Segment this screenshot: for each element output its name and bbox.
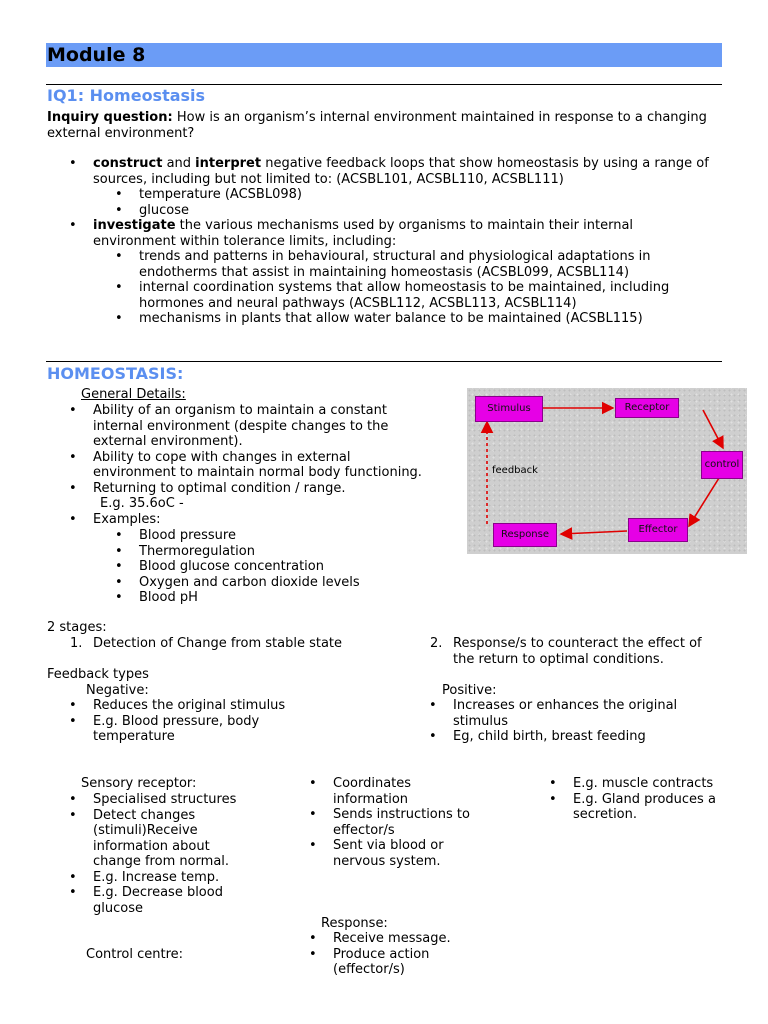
- outcome-verb: interpret: [195, 156, 262, 171]
- module-title-bar: [46, 43, 722, 67]
- divider: [46, 361, 722, 362]
- general-item: • Returning to optimal condition / range.: [93, 481, 433, 497]
- example-item: • Blood pressure: [139, 528, 439, 544]
- inquiry-question: [47, 110, 707, 141]
- general-heading: General Details:: [81, 387, 186, 402]
- iq-title: IQ1: Homeostasis: [47, 86, 206, 105]
- control-item: • Coordinates information: [333, 776, 483, 807]
- stages-label: 2 stages:: [47, 620, 107, 635]
- example-item: • Oxygen and carbon dioxide levels: [139, 575, 439, 591]
- feedback-loop-diagram: [467, 388, 747, 554]
- negative-item: • Reduces the original stimulus: [93, 698, 313, 714]
- module-title: Module 8: [47, 44, 146, 66]
- negative-list: [93, 698, 313, 745]
- positive-item: • Eg, child birth, breast feeding: [453, 729, 723, 745]
- positive-item: • Increases or enhances the original stimulus: [453, 698, 723, 729]
- effector-item: • E.g. muscle contracts: [573, 776, 723, 792]
- outcome-subitem: • glucose: [139, 203, 713, 219]
- negative-label: Negative:: [86, 683, 149, 698]
- response-list: [333, 931, 483, 978]
- control-item: • Sends instructions to effector/s: [333, 807, 483, 838]
- outcome-text: the various mechanisms used by organisms to maintain their internal environment within tolerance limits, including:: [93, 218, 634, 249]
- stimulus-box: Stimulus: [475, 396, 543, 422]
- divider: [46, 84, 722, 85]
- outcome-subitem: • mechanisms in plants that allow water balance to be maintained (ACSBL115): [139, 311, 713, 327]
- outcome-sublist: [139, 249, 713, 327]
- examples-list: [93, 512, 161, 528]
- sensory-list: [93, 792, 243, 916]
- stage-number: 1.: [70, 636, 83, 651]
- outcome-item: [93, 156, 713, 218]
- feedback-types-label: Feedback types: [47, 667, 149, 682]
- general-eg: E.g. 35.6oC -: [100, 496, 184, 511]
- outcome-sublist: [139, 187, 713, 218]
- response-box: Response: [493, 523, 557, 547]
- examples-label: • Examples:: [93, 512, 161, 528]
- positive-list: [453, 698, 723, 745]
- sensory-label: Sensory receptor:: [81, 776, 197, 791]
- effector-list: [573, 776, 723, 823]
- sensory-item: • E.g. Increase temp.: [93, 870, 243, 886]
- effector-box: Effector: [628, 518, 688, 542]
- sensory-item: • Detect changes (stimuli)Receive information about change from normal.: [93, 808, 243, 870]
- sensory-item: • Specialised structures: [93, 792, 243, 808]
- general-list: [93, 403, 433, 496]
- stage-two: [430, 636, 723, 667]
- control-centre-label: Control centre:: [86, 947, 184, 962]
- outcome-verb: investigate: [93, 218, 176, 233]
- receptor-box: Receptor: [615, 398, 679, 418]
- example-item: • Blood glucose concentration: [139, 559, 439, 575]
- inquiry-text: How is an organism’s internal environment maintained in response to a changing external environment?: [47, 110, 707, 141]
- outcome-subitem: • internal coordination systems that allow homeostasis to be maintained, including hormones and neural pathways (ACSBL112, ACSBL113, ACSBL114): [139, 280, 713, 311]
- response-item: • Produce action (effector/s): [333, 947, 483, 978]
- outcome-subitem: • trends and patterns in behavioural, structural and physiological adaptations in endotherms that assist in maintaining homeostasis (ACSBL099, ACSBL114): [139, 249, 713, 280]
- outcome-item: [93, 218, 713, 327]
- control-item: • Sent via blood or nervous system.: [333, 838, 483, 869]
- control-list: [333, 776, 483, 869]
- outcome-subitem: • temperature (ACSBL098): [139, 187, 713, 203]
- stage-item: [430, 636, 723, 667]
- positive-label: Positive:: [442, 683, 497, 698]
- examples-sublist: [139, 528, 439, 606]
- homeostasis-title: HOMEOSTASIS:: [47, 364, 184, 383]
- example-item: • Blood pH: [139, 590, 439, 606]
- outcome-text: and: [162, 156, 196, 171]
- inquiry-label: Inquiry question:: [47, 110, 173, 125]
- response-item: • Receive message.: [333, 931, 483, 947]
- response-label: Response:: [321, 916, 388, 931]
- example-item: • Thermoregulation: [139, 544, 439, 560]
- stage-text: Detection of Change from stable state: [93, 636, 342, 651]
- sensory-item: • E.g. Decrease blood glucose: [93, 885, 243, 916]
- control-box: control: [701, 451, 743, 479]
- stage-item: [70, 636, 343, 652]
- feedback-label: feedback: [492, 465, 538, 476]
- outcome-text: negative feedback loops that show homeostasis by using a range of sources, including but not limited to: (ACSBL101, ACSBL110, ACSBL111): [93, 156, 709, 187]
- stage-text: Response/s to counteract the effect of the return to optimal conditions.: [453, 636, 702, 667]
- outcomes-list: [93, 156, 713, 327]
- effector-item: • E.g. Gland produces a secretion.: [573, 792, 723, 823]
- negative-item: • E.g. Blood pressure, body temperature: [93, 714, 313, 745]
- stage-number: 2.: [430, 636, 443, 651]
- general-item: • Ability of an organism to maintain a constant internal environment (despite changes to the external environment).: [93, 403, 433, 450]
- general-item: • Ability to cope with changes in external environment to maintain normal body functioning.: [93, 450, 433, 481]
- outcome-verb: construct: [93, 156, 163, 171]
- stage-one: [70, 636, 343, 652]
